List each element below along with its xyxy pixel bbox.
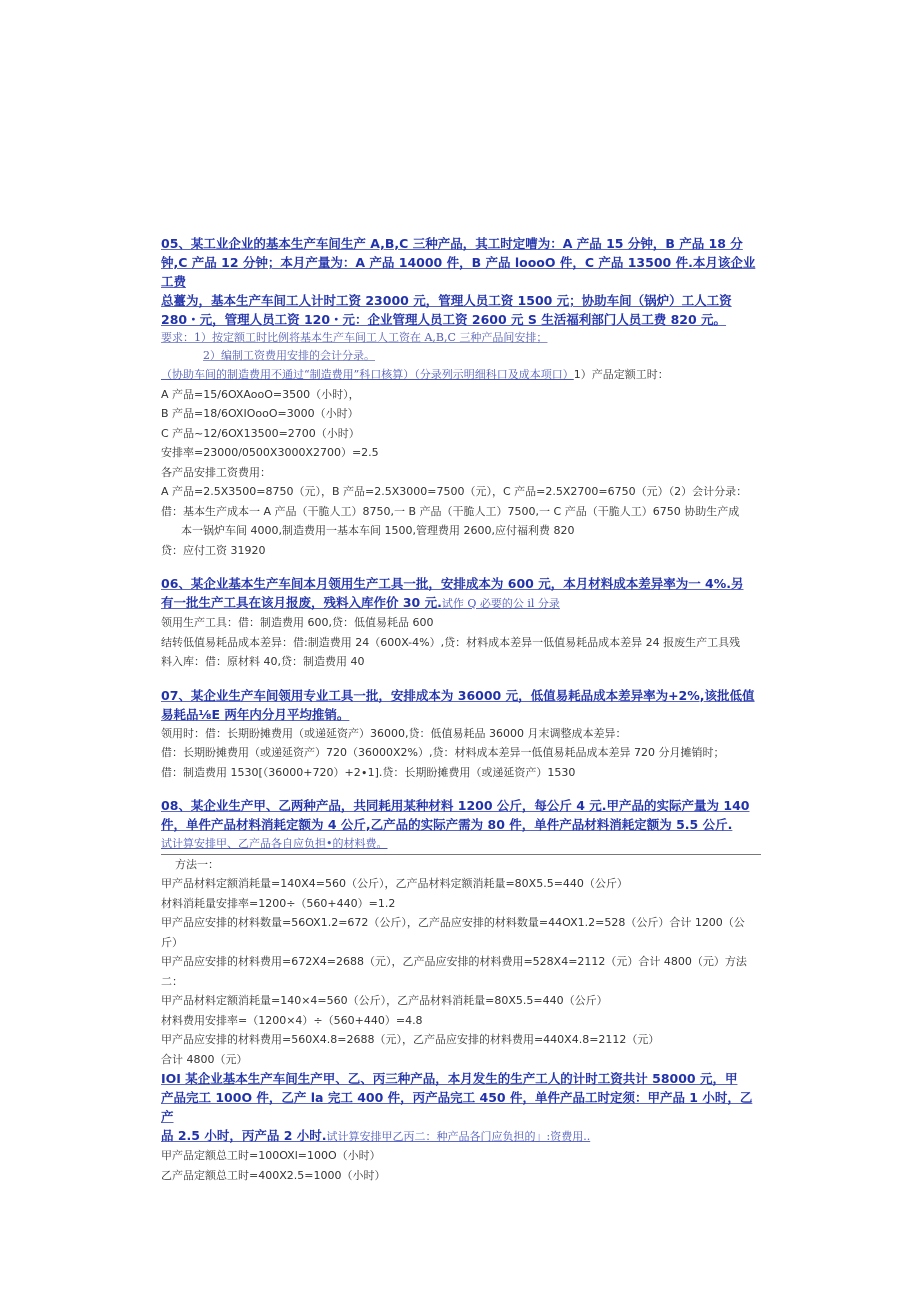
answer-line: 材料消耗量安排率=1200÷（560+440）=1.2 <box>161 896 396 910</box>
problem-10-title-text: 品 2.5 小时，丙产品 2 小时. <box>161 1128 327 1143</box>
answer-line: 领用生产工具：借：制造费用 600,贷：低值易耗品 600 <box>161 616 434 629</box>
answer-line: 甲产品应安排的材料费用=560X4.8=2688（元），乙产品应安排的材料费用=440X4.8=2112（元） <box>161 1033 660 1046</box>
answer-line: 材料费用安排率=（1200×4）÷（560+440）=4.8 <box>161 1013 423 1027</box>
problem-10-title-line <box>161 1126 761 1146</box>
answer-line: B 产品=18/6OXIOooO=3000（小时） <box>161 407 359 420</box>
problem-06 <box>161 574 761 672</box>
answer-line: 本一锅炉车间 4000,制造费用一基本车间 1500,管理费用 2600,应付福利费 820 <box>181 524 575 537</box>
method-heading: 方法一： <box>175 857 219 871</box>
problem-08-note-text: 试计算安排甲、乙产品各自应负担•的材料费。 <box>161 837 388 850</box>
problem-05-requirement-3 <box>161 365 761 385</box>
problem-10-title-line: 产品完工 100O 件，乙产 la 完工 400 件，丙产品完工 450 件，单件产品工时定须：甲产品 1 小时，乙产 <box>161 1090 753 1124</box>
problem-07 <box>161 686 761 783</box>
answer-line: 贷：应付工资 31920 <box>161 543 266 557</box>
answer-line: 安排率=23000/0500X3000X2700）=2.5 <box>161 446 379 459</box>
problem-05-title-line: 总薹为，基本生产车间工人计时工资 23000 元，管理人员工资 1500 元；协助车间（锅炉）工人工资 <box>161 293 732 308</box>
problem-07-title-line: 易耗品⅛E 两年内分月平均推销。 <box>161 706 350 722</box>
answer-line: 二： <box>161 974 183 988</box>
problem-10 <box>161 1069 761 1185</box>
answer-line: 甲产品材料定额消耗量=140X4=560（公斤），乙产品材料定额消耗量=80X5.5=440（公斤） <box>161 877 628 890</box>
problem-05-title-line: 钟,C 产品 12 分钟；本月产量为：A 产品 14000 件，B 产品 loooO 件，C 产品 13500 件.本月该企业工费 <box>161 255 756 289</box>
answer-line: 借：制造费用 1530[（36000+720）+2∙1].贷：长期盼摊费用（或递延资产）1530 <box>161 765 576 779</box>
answer-line: 合计 4800（元） <box>161 1052 248 1066</box>
answer-line: 各产品安排工资费用： <box>161 465 271 479</box>
problem-08-title-line: 件，单件产品材料消耗定额为 4 公斤,乙产品的实际产需为 80 件，单件产品材料消耗定额为 5.5 公斤. <box>161 817 733 832</box>
answer-line: 领用时：借：长期盼摊费用（或递延资产）36000,贷：低值易耗品 36000 月末调整成本差异： <box>161 726 627 740</box>
problem-06-title-text: 有一批生产工具在该月报废，残料入库作价 30 元. <box>161 595 442 610</box>
problem-08-title-note <box>161 834 761 855</box>
problem-05-requirement-1: 要求：1）按定额工时比例将基本生产车间工人工资在 A,B,C 三种产品间安排； <box>161 331 548 344</box>
problem-10-title-note: 试计算安排甲乙丙二：种产品各门应负担的」:资费用.. <box>326 1130 591 1143</box>
answer-line: 斤） <box>161 935 183 949</box>
problem-07-title-line: 07、某企业生产车间领用专业工具一批，安排成本为 36000 元，低值易耗品成本差异率为+2%,该批低值 <box>161 687 755 703</box>
requirement-note: （协助车间的制造费用不通过“制造费用”科口核算）（分录列示明细科口及成本项口） <box>161 368 574 381</box>
problem-06-title-line <box>161 593 761 613</box>
answer-line: 料入库：借：原材料 40,贷：制造费用 40 <box>161 655 365 668</box>
problem-08-title-line: 08、某企业生产甲、乙两种产品，共同耗用某种材料 1200 公斤，每公斤 4 元.甲产品的实际产量为 140 <box>161 798 750 813</box>
answer-line: 甲产品定额总工时=100OXl=100O（小时） <box>161 1149 381 1162</box>
answer-line: 甲产品应安排的材料费用=672X4=2688（元），乙产品应安排的材料费用=528X4=2112（元）合计 4800（元）方法 <box>161 955 747 968</box>
problem-08 <box>161 796 761 1069</box>
answer-line: 结转低值易耗品成本差异：借:制造费用 24（600X-4%）,贷：材料成本差异一低值易耗品成本差异 24 报废生产工具残 <box>161 635 741 649</box>
problem-05 <box>161 234 761 560</box>
answer-heading: 1）产品定额工时： <box>573 368 669 381</box>
document-body <box>161 234 761 1185</box>
answer-line: 借：长期盼摊费用（或递延资产）720（36000X2%）,贷：材料成本差异一低值易耗品成本差异 720 分月摊销时； <box>161 746 725 759</box>
problem-05-title-line: 280・元，管理人员工资 120・元：企业管理人员工资 2600 元 S 生活福利部门人员工费 820 元。 <box>161 312 727 327</box>
problem-05-title-line: 05、某工业企业的基本生产车间生产 A,B,C 三种产品，其工时定嘈为：A 产品 15 分钟，B 产品 18 分 <box>161 236 743 251</box>
answer-line: 甲产品材料定额消耗量=140×4=560（公斤），乙产品材料消耗量=80X5.5=440（公斤） <box>161 994 608 1007</box>
answer-line: A 产品=2.5X3500=8750（元），B 产品=2.5X3000=7500（元），C 产品=2.5X2700=6750（元）（2）会计分录： <box>161 485 748 498</box>
problem-06-title-line: 06、某企业基本生产车间本月领用生产工具一批，安排成本为 600 元，本月材料成本差异率为一 4%.另 <box>161 576 744 591</box>
problem-05-requirement-2: 2）编制工资费用安排的会计分录。 <box>203 349 375 362</box>
answer-line: 甲产品应安排的材料数量=56OX1.2=672（公斤），乙产品应安排的材料数量=44OX1.2=528（公斤）合计 1200（公 <box>161 916 745 929</box>
problem-10-title-line: IOI 某企业基本生产车间生产甲、乙、丙三种产品，本月发生的生产工人的计时工资共计 58000 元，甲 <box>161 1071 738 1086</box>
answer-line: 借：基本生产成本一 A 产品（干脆人工）8750,一 B 产品（干脆人工）7500,一 C 产品（干脆人工）6750 协助生产成 <box>161 504 740 518</box>
problem-06-title-note: 试作 Q 必要的公 il 分录 <box>441 597 560 610</box>
answer-line: 乙产品定额总工时=400X2.5=1000（小时） <box>161 1168 386 1182</box>
answer-line: A 产品=15/6OXAooO=3500（小时）， <box>161 387 360 401</box>
answer-line: C 产品~12/6OX13500=2700（小时） <box>161 426 360 440</box>
